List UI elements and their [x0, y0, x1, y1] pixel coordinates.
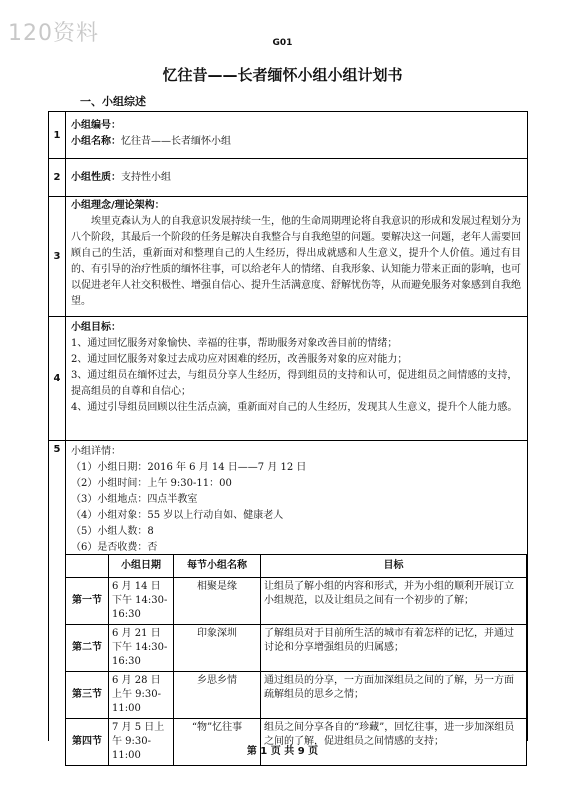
- group-nature-value: 支持性小组: [121, 172, 171, 183]
- group-id-cell: [71, 118, 521, 150]
- section-heading: 一、小组综述: [80, 95, 146, 108]
- table-row: [66, 578, 527, 625]
- detail-item: （3）小组地点：四点半教室: [71, 494, 198, 505]
- session-goal: 通过组员的分享，一方面加深组员之间的了解，另一方面疏解组员的思乡之情；: [261, 672, 527, 719]
- watermark-logo: 120资料: [8, 21, 99, 46]
- group-name-value: 忆往昔——长者缅怀小组: [121, 136, 231, 147]
- detail-item: （2）小组时间：上午 9:30-11：00: [71, 478, 232, 489]
- session-name: 乡思乡情: [174, 672, 261, 719]
- session-table-header: [66, 555, 527, 578]
- row-number: 1: [49, 112, 66, 158]
- row-group-id: [49, 112, 527, 159]
- session-date: 6 月 14 日下午 14:30-16:30: [109, 578, 174, 625]
- row-number: 4: [49, 317, 66, 440]
- detail-item: （4）小组对象：55 岁以上行动自如、健康老人: [71, 510, 284, 521]
- document-title: 忆往昔——长者缅怀小组小组计划书: [162, 66, 403, 84]
- page-footer: 第 1 页 共 9 页: [246, 746, 319, 757]
- header-date: 小组日期: [109, 555, 174, 578]
- session-date: 6 月 28 日上午 9:30-11:00: [109, 672, 174, 719]
- row-group-nature: [49, 159, 527, 197]
- session-label: 第三节: [66, 672, 109, 719]
- session-goal: 让组员了解小组的内容和形式，并为小组的顺利开展订立小组规范，以及让组员之间有一个初步的了解；: [261, 578, 527, 625]
- session-label: 第一节: [66, 578, 109, 625]
- group-nature-cell: [71, 170, 521, 186]
- row-number: 5: [49, 441, 66, 742]
- goals-cell: [71, 320, 521, 416]
- detail-item: （6）是否收费：否: [71, 542, 158, 553]
- goals-label: 小组目标：: [71, 322, 121, 333]
- session-goal: 了解组员对于目前所生活的城市有着怎样的记忆，并通过讨论和分享增强组员的归属感；: [261, 625, 527, 672]
- goal-item: 3、通过组员在缅怀过去，与组员分享人生经历，得到组员的支持和认可，促进组员之间情感的支持，提高组员的自尊和自信心；: [71, 370, 518, 397]
- goal-item: 2、通过回忆服务对象过去成功应对困难的经历，改善服务对象的应对能力；: [71, 354, 408, 365]
- session-label: 第四节: [66, 719, 109, 766]
- details-label: 小组详情：: [71, 446, 121, 457]
- row-theory: [49, 197, 527, 317]
- row-number: 3: [49, 197, 66, 316]
- session-name: 印象深圳: [174, 625, 261, 672]
- group-id-label: 小组编号：: [71, 120, 121, 131]
- session-name: 相聚是缘: [174, 578, 261, 625]
- document-code: G01: [272, 38, 293, 48]
- table-row: [66, 625, 527, 672]
- details-cell: [71, 444, 521, 556]
- header-goal: 目标: [261, 555, 527, 578]
- session-label: 第二节: [66, 625, 109, 672]
- theory-text: 埃里克森认为人的自我意识发展持续一生，他的生命周期理论将自我意识的形成和发展过程划分为八个阶段，其最后一个阶段的任务是解决自我整合与自我绝望的问题。要解决这一问题，老年人需要回顾自己的生活，重新面对和整理自己的人生经历，得出成就感和人生意义，提升个人价值。通过有目的、有引导的治疗性质的缅怀往事，可以给老年人的情绪、自我形象、认知能力带来正面的影响，也可以促进老年人社交积极性、增强自信心、提升生活满意度、舒解忧伤等，从而避免服务对象感到自我绝望。: [71, 216, 521, 307]
- session-goal: 组员之间分享各自的“珍藏”，回忆往事，进一步加深组员之间的了解，促进组员之间情感的支持；: [261, 719, 527, 766]
- session-name: “物”忆往事: [174, 719, 261, 766]
- theory-cell: [71, 198, 521, 310]
- goal-item: 1、通过回忆服务对象愉快、幸福的往事，帮助服务对象改善目前的情绪；: [71, 338, 398, 349]
- table-row: [66, 672, 527, 719]
- session-date: 7 月 5 日上午 9:30-11:00: [109, 719, 174, 766]
- session-table: [65, 554, 527, 766]
- theory-label: 小组理念/理论架构：: [71, 200, 165, 211]
- session-date: 6 月 21 日下午 14:30-16:30: [109, 625, 174, 672]
- group-name-label: 小组名称：: [71, 136, 121, 147]
- goal-item: 4、通过引导组员回顾以往生活点滴，重新面对自己的人生经历，发现其人生意义，提升个人能力感。: [71, 402, 518, 413]
- detail-item: （1）小组日期：2016 年 6 月 14 日——7 月 12 日: [71, 462, 307, 473]
- row-number: 2: [49, 159, 66, 196]
- header-session-name: 每节小组名称: [174, 555, 261, 578]
- group-nature-label: 小组性质：: [71, 172, 121, 183]
- row-goals: [49, 317, 527, 441]
- detail-item: （5）小组人数：8: [71, 526, 154, 537]
